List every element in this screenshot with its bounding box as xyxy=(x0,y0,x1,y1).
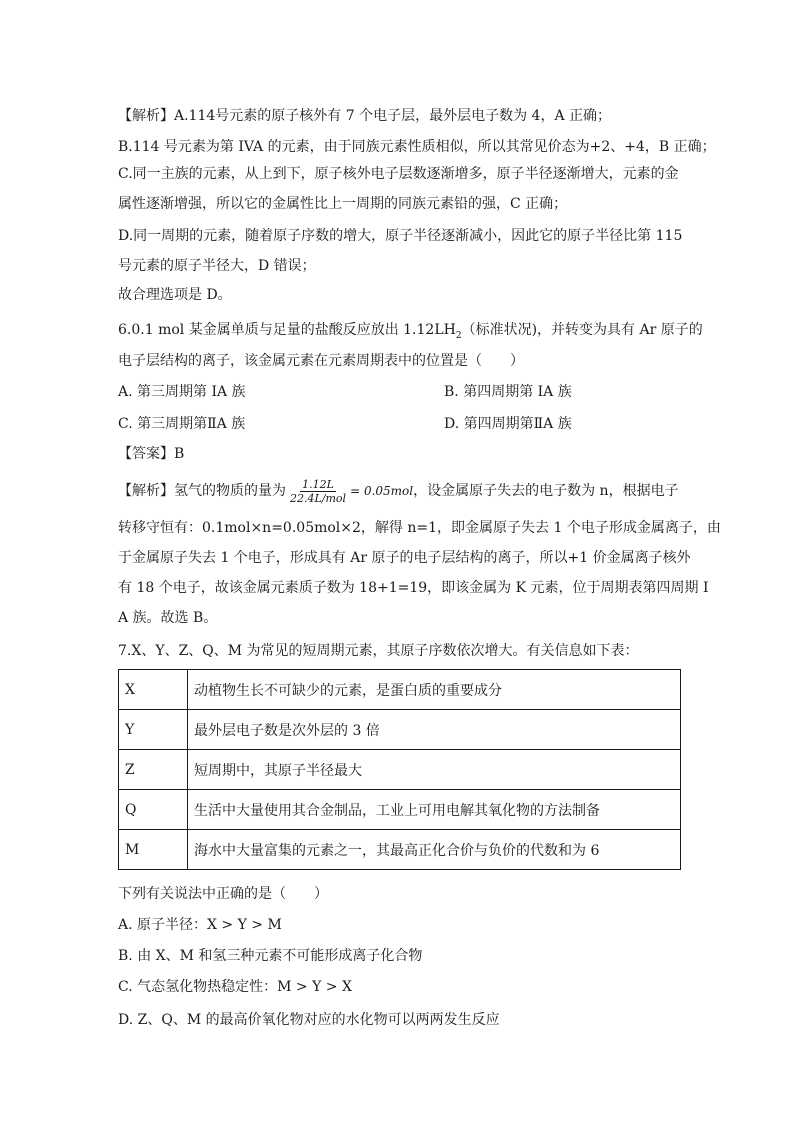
analysis-line-4: 属性逐渐增强，所以它的金属性比上一周期的同族元素铅的强，C 正确； xyxy=(118,196,568,212)
element-symbol: Y xyxy=(119,710,188,750)
q7-option-c: C. 气态氢化物热稳定性：M > Y > X xyxy=(118,979,352,995)
q6-answer: 【答案】B xyxy=(118,446,185,462)
element-symbol: X xyxy=(119,670,188,710)
q6-explanation-line-2: 转移守恒有：0.1mol×n=0.05mol×2，解得 n=1，即金属原子失去 1 个电子形成金属离子，由 xyxy=(118,520,721,536)
element-symbol: Q xyxy=(119,790,188,830)
analysis-line-6: 号元素的原子半径大，D 错误； xyxy=(118,258,316,274)
q6-explanation-line-1 xyxy=(118,476,679,506)
q6-explanation-line-4: 有 18 个电子，故该金属元素质子数为 18+1=19，即该金属为 K 元素，位于周期表第四周期 I xyxy=(118,580,709,596)
element-symbol: Z xyxy=(119,750,188,790)
table-row xyxy=(119,670,681,710)
question-6-stem-line-1 xyxy=(118,320,703,346)
subscript-2: 2 xyxy=(455,330,462,341)
element-info: 生活中大量使用其合金制品，工业上可用电解其氧化物的方法制备 xyxy=(188,790,681,830)
element-symbol: M xyxy=(119,830,188,870)
element-info: 动植物生长不可缺少的元素，是蛋白质的重要成分 xyxy=(188,670,681,710)
q6-explanation-line-5: A 族。故选 B。 xyxy=(118,610,218,626)
q6-option-c: C. 第三周期第ⅡA 族 xyxy=(118,416,246,432)
q6-option-d: D. 第四周期第ⅡA 族 xyxy=(444,416,572,432)
question-7-stem: 7.X、Y、Z、Q、M 为常见的短周期元素，其原子序数依次增大。有关信息如下表： xyxy=(118,643,639,659)
q7-option-d: D. Z、Q、M 的最高价氧化物对应的水化物可以两两发生反应 xyxy=(118,1012,500,1028)
question-6-text-b: （标准状况)，并转变为具有 Ar 原子的 xyxy=(461,322,703,338)
q6-exp-text-b: ，设金属原子失去的电子数为 n，根据电子 xyxy=(413,483,679,499)
q7-option-b: B. 由 X、M 和氢三种元素不可能形成离子化合物 xyxy=(118,948,423,964)
element-info-table xyxy=(118,669,681,870)
analysis-line-7: 故合理选项是 D。 xyxy=(118,287,232,303)
q7-option-a: A. 原子半径：X > Y > M xyxy=(118,917,282,933)
question-7-ask: 下列有关说法中正确的是（ ） xyxy=(118,886,328,902)
analysis-line-1: 【解析】A.114号元素的原子核外有 7 个电子层，最外层电子数为 4，A 正确； xyxy=(118,108,612,124)
question-6-stem-line-2: 电子层结构的离子，该金属元素在元素周期表中的位置是（ ） xyxy=(118,353,524,369)
element-info: 短周期中，其原子半径最大 xyxy=(188,750,681,790)
element-info: 最外层电子数是次外层的 3 倍 xyxy=(188,710,681,750)
q6-explanation-line-3: 于金属原子失去 1 个电子，形成具有 Ar 原子的电子层结构的离子，所以+1 价金属离子核外 xyxy=(118,550,691,566)
table-row xyxy=(119,710,681,750)
element-info: 海水中大量富集的元素之一，其最高正化合价与负价的代数和为 6 xyxy=(188,830,681,870)
q6-exp-text-a: 【解析】氢气的物质的量为 xyxy=(118,483,286,499)
question-6-text-a: 6.0.1 mol 某金属单质与足量的盐酸反应放出 1.12LH xyxy=(118,322,456,338)
q6-option-a: A. 第三周期第 IA 族 xyxy=(118,384,246,400)
table-row xyxy=(119,750,681,790)
analysis-line-5: D.同一周期的元素，随着原子序数的增大，原子半径逐渐减小，因此它的原子半径比第 115 xyxy=(118,228,683,244)
table-row xyxy=(119,790,681,830)
analysis-line-2: B.114 号元素为第 IVA 的元素，由于同族元素性质相似，所以其常见价态为+2、+4，B 正确； xyxy=(118,139,716,155)
analysis-line-3: C.同一主族的元素，从上到下，原子核外电子层数逐渐增多，原子半径逐渐增大，元素的金 xyxy=(118,166,679,182)
fraction-denominator: 22.4L/mol xyxy=(290,491,347,505)
q6-option-b: B. 第四周期第 IA 族 xyxy=(444,384,572,400)
q6-exp-equation: = 0.05mol xyxy=(350,484,414,498)
fraction-numerator: 1.12L xyxy=(302,477,334,491)
table-row xyxy=(119,830,681,870)
fraction xyxy=(288,478,348,505)
